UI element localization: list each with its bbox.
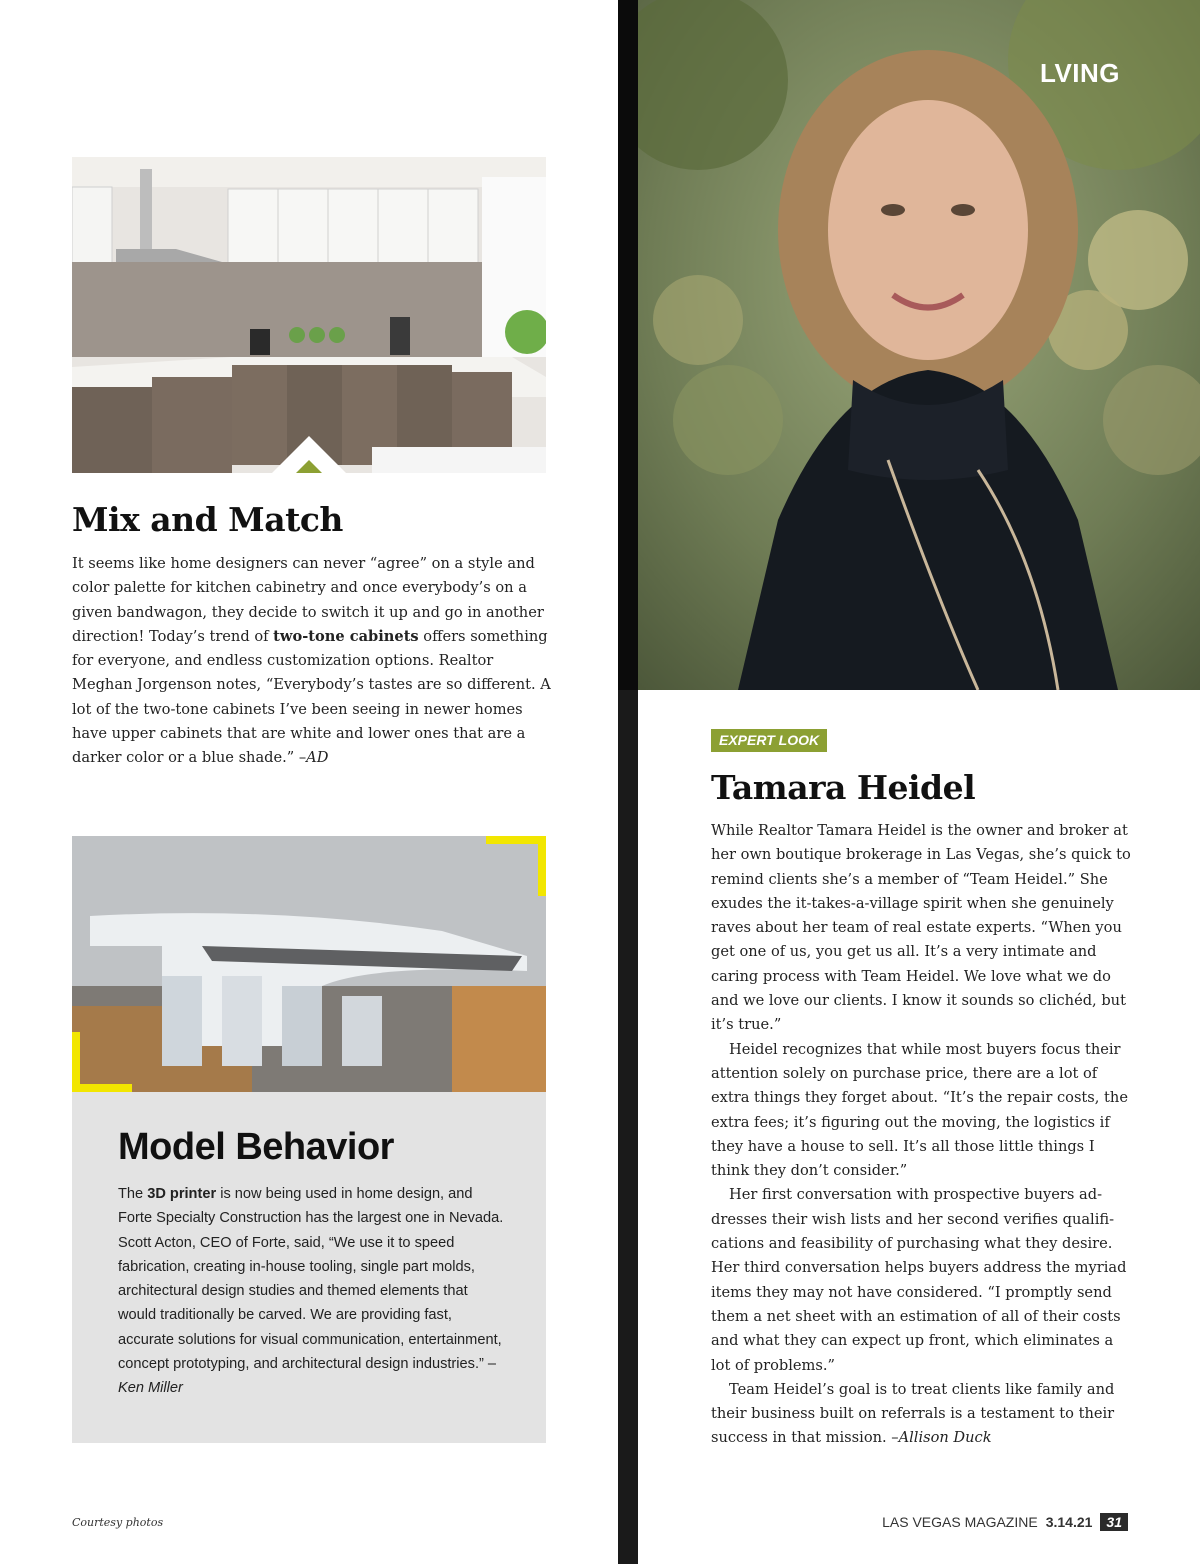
italic-text: Allison Duck <box>898 1429 992 1447</box>
expert-title: Tamara Heidel <box>711 768 976 807</box>
text-run: It seems like home designers can never “agree” on a style and color palette for kitchen cabinetry and once everybody’s on a given bandwagon, they decide to switch it up and go in another direction! Today’s trend of <box>72 555 544 645</box>
expert-body <box>711 819 1131 1451</box>
text-run: Team Heidel’s goal is to treat clients like family and their business built on referrals is a testament to their success in that mission. – <box>711 1380 1115 1447</box>
text-run: offers something for everyone, and endless customization options. Realtor Meghan Jorgenson notes, “Everybody’s tastes are so different. A lot of the two-tone cabinets I’ve been seeing in newer homes have upper cabinets that are white and lower ones that are a darker color or a blue shade.” – <box>72 627 551 767</box>
model-body <box>118 1182 508 1401</box>
mix-title: Mix and Match <box>72 500 343 539</box>
center-divider-upper <box>618 0 638 690</box>
page-number: 31 <box>1100 1513 1128 1531</box>
section-tag: LVING <box>1040 58 1121 88</box>
magazine-name: LAS VEGAS MAGAZINE <box>882 1514 1038 1530</box>
text-run: Her first conversation with prospective buyers addresses their wish lists and her second verifies qualifications and feasibility of purchasing what they desire. Her third conversation helps buyers address the myriad items they may not have considered. “I promptly send them a net sheet with an estimation of all of their costs and what they can expect up front, which eliminates a lot of problems.” <box>711 1186 1127 1374</box>
model-title: Model Behavior <box>118 1126 394 1168</box>
kitchen-photo <box>72 157 546 473</box>
text-run: While Realtor Tamara Heidel is the owner and broker at her own boutique brokerage in Las Vegas, she’s quick to remind clients she’s a member of “Team Heidel.” She exudes the it-takes-a-village spirit when she genuinely raves about her team of real estate experts. “When you get one of us, you get us all. It’s a very intimate and caring process with Team Heidel. We love what we do and we love our clients. I know it sounds so clichéd, but it’s true.” <box>711 822 1131 1034</box>
portrait-photo <box>638 0 1200 690</box>
expert-paragraph <box>711 1183 1131 1377</box>
mix-body <box>72 552 552 771</box>
bold-text: two-tone cabinets <box>273 627 419 645</box>
expert-paragraph <box>711 819 1131 1038</box>
issue-date: 3.14.21 <box>1045 1514 1093 1530</box>
photo-notch-accent <box>296 460 322 473</box>
folio <box>882 1513 1128 1531</box>
model-photo <box>72 836 546 1092</box>
text-run: is now being used in home design, and Forte Specialty Construction has the largest one in Nevada. Scott Acton, CEO of Forte, said, “We use it to speed fabrication, creating in-house tooling, single part molds, architectural design studies and themed elements that would traditionally be carved. We are providing fast, accurate solutions for visual communication, entertainment, concept prototyping, and architectural design industries.” – <box>118 1186 504 1373</box>
bold-text: 3D printer <box>147 1186 217 1202</box>
expert-paragraph <box>711 1378 1131 1451</box>
text-run: The <box>118 1186 148 1202</box>
expert-paragraph <box>711 1038 1131 1184</box>
expert-badge: EXPERT LOOK <box>711 729 827 752</box>
italic-text: Ken Miller <box>118 1380 183 1397</box>
text-run: Heidel recognizes that while most buyers focus their attention solely on purchase price, there are a lot of extra things they forget about. “It’s the repair costs, the extra fees; it’s figuring out the moving, the logistics if they have a house to sell. It’s all those little things I think they don’t consider.” <box>711 1040 1128 1180</box>
photo-credit: Courtesy photos <box>72 1516 164 1529</box>
italic-text: AD <box>306 749 329 767</box>
yellow-corner-top-right <box>486 836 546 896</box>
yellow-corner-bottom-left <box>72 1032 132 1092</box>
